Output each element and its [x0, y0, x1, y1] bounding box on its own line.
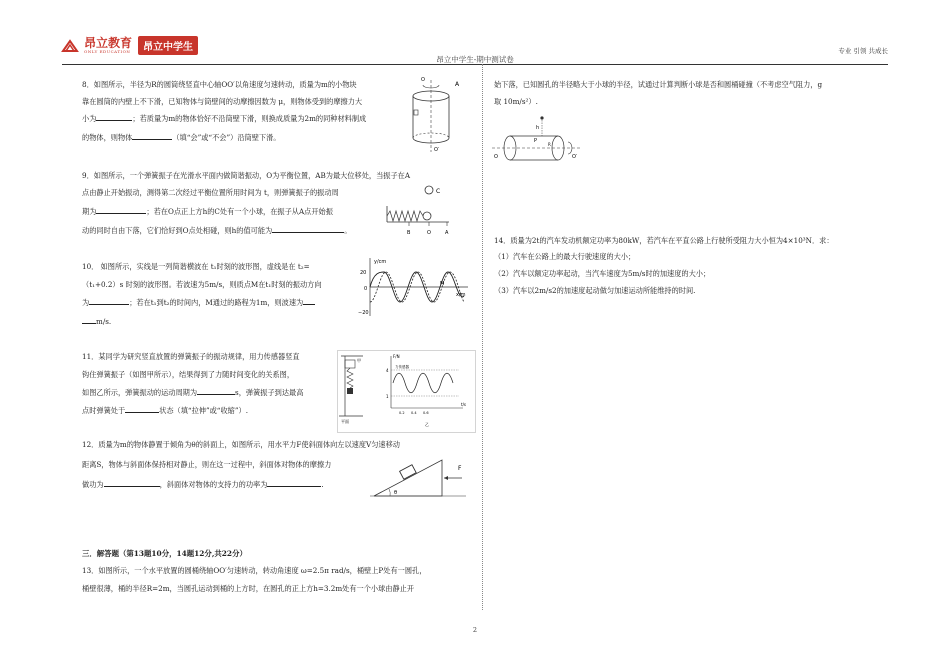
header-logo — [62, 36, 198, 55]
section3-title: 三．解答题（第13题10分，14题12分,共22分） — [82, 549, 247, 558]
q11-blank-period[interactable] — [197, 385, 235, 395]
q10-fig-label-m: M — [440, 281, 445, 287]
q10-fig-tick-neg20: −20 — [358, 310, 369, 316]
q9-line4-a: 动的同时自由下落，它们恰好到O点处相碰，则h的值可能为 — [82, 226, 273, 235]
q9-blank-period[interactable] — [96, 204, 146, 214]
q11-line3-a: 如图乙所示，弹簧振动的运动周期为 — [82, 388, 198, 397]
q10-wave-figure — [360, 256, 472, 318]
q9-line3-b: ；若在O点正上方h的C处有一个小球，在振子从A点开始振 — [146, 207, 333, 216]
q12-line3-c: . — [321, 480, 324, 489]
q13-line4: 取 10m/s²）. — [494, 97, 538, 106]
q9-fig-label-b: B — [407, 230, 411, 236]
q9-line3-a: 期为 — [82, 207, 97, 216]
q11-line4-b: 状态（填“拉伸”或“收缩”）. — [159, 406, 248, 415]
q13-fig-label-r: R — [548, 142, 551, 147]
q12-line2: 距离S，物体与斜面体保持相对静止，则在这一过程中，斜面体对物体的摩擦力 — [82, 460, 332, 469]
q11-fig-table: 平面 — [341, 419, 349, 424]
q10-fig-tick-20: 20 — [360, 270, 367, 276]
q11-line4 — [82, 402, 248, 419]
q8-fig-label-o2: O′ — [434, 147, 440, 153]
q10-blank-speed-b[interactable] — [82, 314, 96, 324]
q12-blank-friction-work[interactable] — [104, 477, 160, 487]
q12-line3-a: 做功为 — [82, 480, 104, 489]
q14-part1: （1）汽车在公路上的最大行驶速度的大小； — [494, 252, 636, 261]
header-slogan: 专业 引领 共成长 — [838, 47, 888, 55]
q11-fig-jia: 甲 — [357, 358, 361, 363]
q10-line3-a: 为 — [82, 298, 90, 307]
q9-fig-label-c: C — [436, 188, 441, 195]
q12-fig-label-f: F — [458, 465, 462, 472]
q9-spring-figure — [385, 184, 460, 236]
q11-line3-b: s，弹簧振子到达最高 — [235, 388, 304, 397]
q13-fig-label-p: P — [534, 138, 538, 144]
q9-line4 — [82, 222, 351, 239]
q8-line4-a: 的物体，则物体 — [82, 133, 133, 142]
q11-fig-sensor-label: 力传感器 — [395, 365, 409, 369]
q11-line4-a: 点时弹簧处于 — [82, 406, 126, 415]
q11-fig-tick-1: 1 — [386, 394, 389, 399]
q10-line4 — [82, 313, 111, 330]
q9-line4-b: 。 — [344, 226, 352, 235]
q11-line3 — [82, 384, 303, 401]
q8-fig-label-o: O — [421, 77, 425, 83]
q9-blank-height[interactable] — [272, 223, 344, 233]
q10-line1: 10． 如图所示，实线是一列简谐横波在 t₁时刻的波形图，虚线是在 t₂= — [82, 262, 310, 271]
q13-drum-figure — [492, 112, 582, 164]
q11-fig-tick-t1: 0.2 — [399, 411, 405, 415]
q11-fig-tick-4: 4 — [386, 368, 389, 373]
q13-fig-label-o2: O′ — [572, 154, 578, 160]
q8-fig-label-a: A — [455, 81, 460, 88]
q13-fig-label-h: h — [536, 125, 540, 131]
q10-fig-origin: 0 — [364, 286, 368, 292]
q11-blank-state[interactable] — [125, 403, 159, 413]
q10-blank-speed-a[interactable] — [303, 295, 315, 305]
q13-line2: 桶壁很薄，桶的半径R=2m，当圆孔运动到桶的上方时，在圆孔的正上方h=3.2m处有一个小球由静止开 — [82, 584, 415, 593]
q8-line3 — [82, 110, 366, 127]
q10-fig-axis-x: x/m — [456, 292, 466, 298]
q10-fig-axis-y: y/cm — [374, 259, 387, 265]
q14-part3: （3）汽车以2m/s2的加速度起动做匀加速运动所能维持的时间. — [494, 286, 696, 295]
column-divider — [482, 64, 483, 610]
q13-line1: 13．如图所示，一个水平放置的圆桶绕轴OO′匀速转动，转动角速度 ω=2.5π rad/s，桶壁上P处有一圆孔， — [82, 566, 427, 575]
header-title: 昂立中学生-期中测试卷 — [436, 55, 514, 64]
q12-blank-power[interactable] — [267, 477, 324, 489]
logo-name: 昂立教育 — [84, 36, 133, 50]
q9-line2: 点由静止开始振动，测得第二次经过平衡位置所用时间为 t，则弹簧振子的振动周 — [82, 188, 339, 197]
q13-line3: 始下落，已知圆孔的半径略大于小球的半径，试通过计算判断小球是否和圆桶碰撞（不考虑空气阻力，g — [494, 80, 823, 89]
q8-blank-friction[interactable] — [96, 111, 132, 121]
q8-line3-a: 小为 — [82, 114, 97, 123]
q8-line2: 靠在圆筒的内壁上不下滑，已知物体与筒壁间的动摩擦因数为 μ，则物体受到的摩擦力大 — [82, 97, 363, 106]
q10-line2: （t₁+0.2）s 时刻的波形图。若波速为5m/s，则质点M在t₁时刻的振动方向 — [82, 280, 322, 289]
q10-line3-b: ；若在t₁到t₂的时间内，M通过的路程为1m，则波速为 — [129, 298, 304, 307]
q11-fig-tick-t3: 0.6 — [423, 411, 429, 415]
q14-part2: （2）汽车以额定功率起动，当汽车速度为5m/s时的加速度的大小； — [494, 269, 711, 278]
q12-incline-figure — [370, 454, 468, 498]
page-number: 2 — [472, 626, 478, 634]
header-divider — [62, 64, 888, 65]
q11-fig-xlabel: t/s — [461, 402, 466, 407]
q8-line4-b: （填“会”或“不会”）沿筒壁下滑。 — [172, 133, 281, 142]
logo-sub: ONLY EDUCATION — [84, 49, 131, 54]
q9-fig-label-o: O — [427, 230, 431, 236]
q11-fig-yi: 乙 — [425, 422, 429, 427]
q10-line3 — [82, 294, 315, 311]
q9-line3 — [82, 203, 333, 220]
q11-fig-ylabel: F/N — [393, 354, 400, 359]
q13-fig-label-o: O — [494, 154, 498, 160]
q12-line3-b: ，斜面体对物体的支持力的功率为 — [159, 480, 268, 489]
q9-fig-label-a: A — [445, 230, 449, 236]
q12-line1: 12．质量为m的物体静置于倾角为θ的斜面上，如图所示，用水平力F使斜面体向左以速度V匀速移动 — [82, 440, 400, 449]
q8-cylinder-figure — [405, 76, 465, 156]
logo-badge: 昂立中学生 — [138, 36, 198, 55]
q12-line3 — [82, 476, 324, 493]
q8-line4 — [82, 129, 280, 146]
q12-fig-label-theta: θ — [394, 490, 398, 496]
logo-icon — [62, 39, 78, 53]
q8-line1: 8．如图所示，半径为R的圆筒绕竖直中心轴OO′以角速度匀速转动，质量为m的小物块 — [82, 80, 357, 89]
q9-line1: 9．如图所示，一个弹簧振子在光滑水平面内做简谐振动，O为平衡位置，AB为最大位移处，当振子在A — [82, 171, 411, 180]
q11-sensor-figure — [337, 350, 477, 434]
q10-line4-unit: m/s. — [96, 317, 112, 326]
q8-blank-slide[interactable] — [132, 130, 172, 140]
q14-line1: 14．质量为2t的汽车发动机额定功率为80kW，若汽车在平直公路上行驶所受阻力大小恒为4×10³N．求： — [494, 236, 834, 245]
q11-line1: 11．某同学为研究竖直放置的弹簧振子的振动规律，用力传感器竖直 — [82, 352, 300, 361]
q11-line2: 钩住弹簧振子（如图甲所示），结果得到了力随时间变化的关系图， — [82, 370, 295, 379]
q10-blank-direction[interactable] — [89, 295, 129, 305]
q8-line3-b: ；若质量为m的物体恰好不沿筒壁下滑，则换成质量为2m的同种材料制成 — [132, 114, 367, 123]
q11-fig-tick-t2: 0.4 — [411, 411, 417, 415]
